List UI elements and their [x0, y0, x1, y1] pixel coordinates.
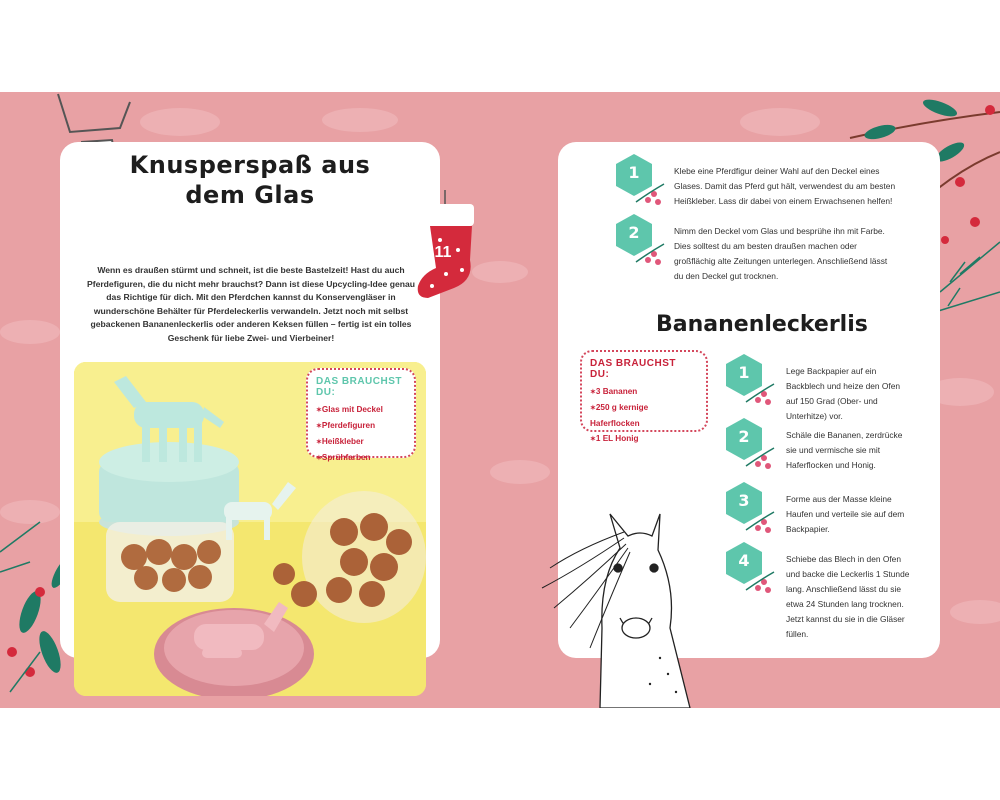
step-text: Klebe eine Pferdfigur deiner Wahl auf den Deckel eines Glases. Damit das Pferd gut hält, verwendest du am besten Heißkleber. Lass dir dabei von einem Erwachsenen helfen!	[674, 166, 896, 206]
needs-list	[316, 402, 406, 466]
step-badge	[724, 354, 780, 414]
left-page-card	[60, 142, 440, 658]
horse-drawing	[540, 508, 720, 708]
needs-item: ✶ Heißkleber	[316, 434, 406, 450]
needs-item: ✶ 250 g kernige Haferflocken	[590, 400, 698, 431]
step-text: Schäle die Bananen, zerdrücke sie und vermische sie mit Haferflocken und Honig.	[786, 430, 903, 470]
needs-title: DAS BRAUCHST DU:	[316, 376, 402, 398]
step-badge	[724, 418, 780, 478]
jar-photo	[74, 362, 426, 696]
intro-text: Wenn es draußen stürmt und schneit, ist die beste Bastelzeit! Hast du auch Pferdefiguren, die du nicht mehr brauchst? Dann ist diese Upcycling-Idee genau das Richtige für dich. Mit den Pferdchen kannst du Konservengläser in wunderschöne Behälter für Pferdeleckerlis verwandeln. Jetzt noch mit selbst gebackenen Bananenleckerlis oder anderen Keksen füllen – fertig ist ein tolles Geschenk für liebe Zwei- und Vierbeiner!	[86, 265, 416, 343]
christmas-stocking-icon	[410, 190, 480, 302]
needs-box-banana	[580, 350, 708, 443]
needs-item: ✶ 3 Bananen	[590, 384, 698, 400]
stocking-number: 11	[434, 244, 452, 261]
step-badge	[614, 154, 670, 214]
step-number: 2	[738, 427, 750, 446]
step-badge	[724, 542, 780, 602]
needs-title: DAS BRAUCHST DU:	[590, 358, 676, 380]
step-number: 2	[628, 223, 640, 242]
needs-item: ✶ Sprühfarben	[316, 450, 406, 466]
step-badge	[614, 214, 670, 274]
book-spread	[0, 92, 1000, 708]
page-title-line2: dem Glas	[185, 181, 315, 209]
step-text: Forme aus der Masse kleine Haufen und verteile sie auf dem Backpapier.	[786, 494, 905, 534]
step-text: Lege Backpapier auf ein Backblech und heize den Ofen auf 150 Grad (Ober- und Unterhitze) vor.	[786, 366, 901, 421]
step-number: 1	[738, 363, 750, 382]
step-number: 3	[738, 491, 750, 510]
needs-list	[590, 384, 698, 447]
step-text: Nimm den Deckel vom Glas und besprühe ihn mit Farbe. Dies solltest du am besten draußen machen oder großflächig alte Zeitungen unterlegen. Anschließend lässt du den Deckel gut trocknen.	[674, 226, 888, 281]
needs-item: ✶ Pferdefiguren	[316, 418, 406, 434]
needs-item: ✶ Glas mit Deckel	[316, 402, 406, 418]
needs-box-jar	[306, 368, 416, 462]
step-text: Schiebe das Blech in den Ofen und backe die Leckerlis 1 Stunde lang. Anschließend lässt du sie etwa 24 Stunden lang trocknen. Jetzt kannst du sie in die Gläser füllen.	[786, 554, 910, 639]
step-number: 1	[628, 163, 640, 182]
step-number: 4	[738, 551, 750, 570]
page-title-line1: Knusperspaß aus	[129, 151, 371, 179]
section-title: Bananenleckerlis	[656, 312, 868, 337]
needs-item: ✶ 1 EL Honig	[590, 431, 698, 447]
step-badge	[724, 482, 780, 542]
